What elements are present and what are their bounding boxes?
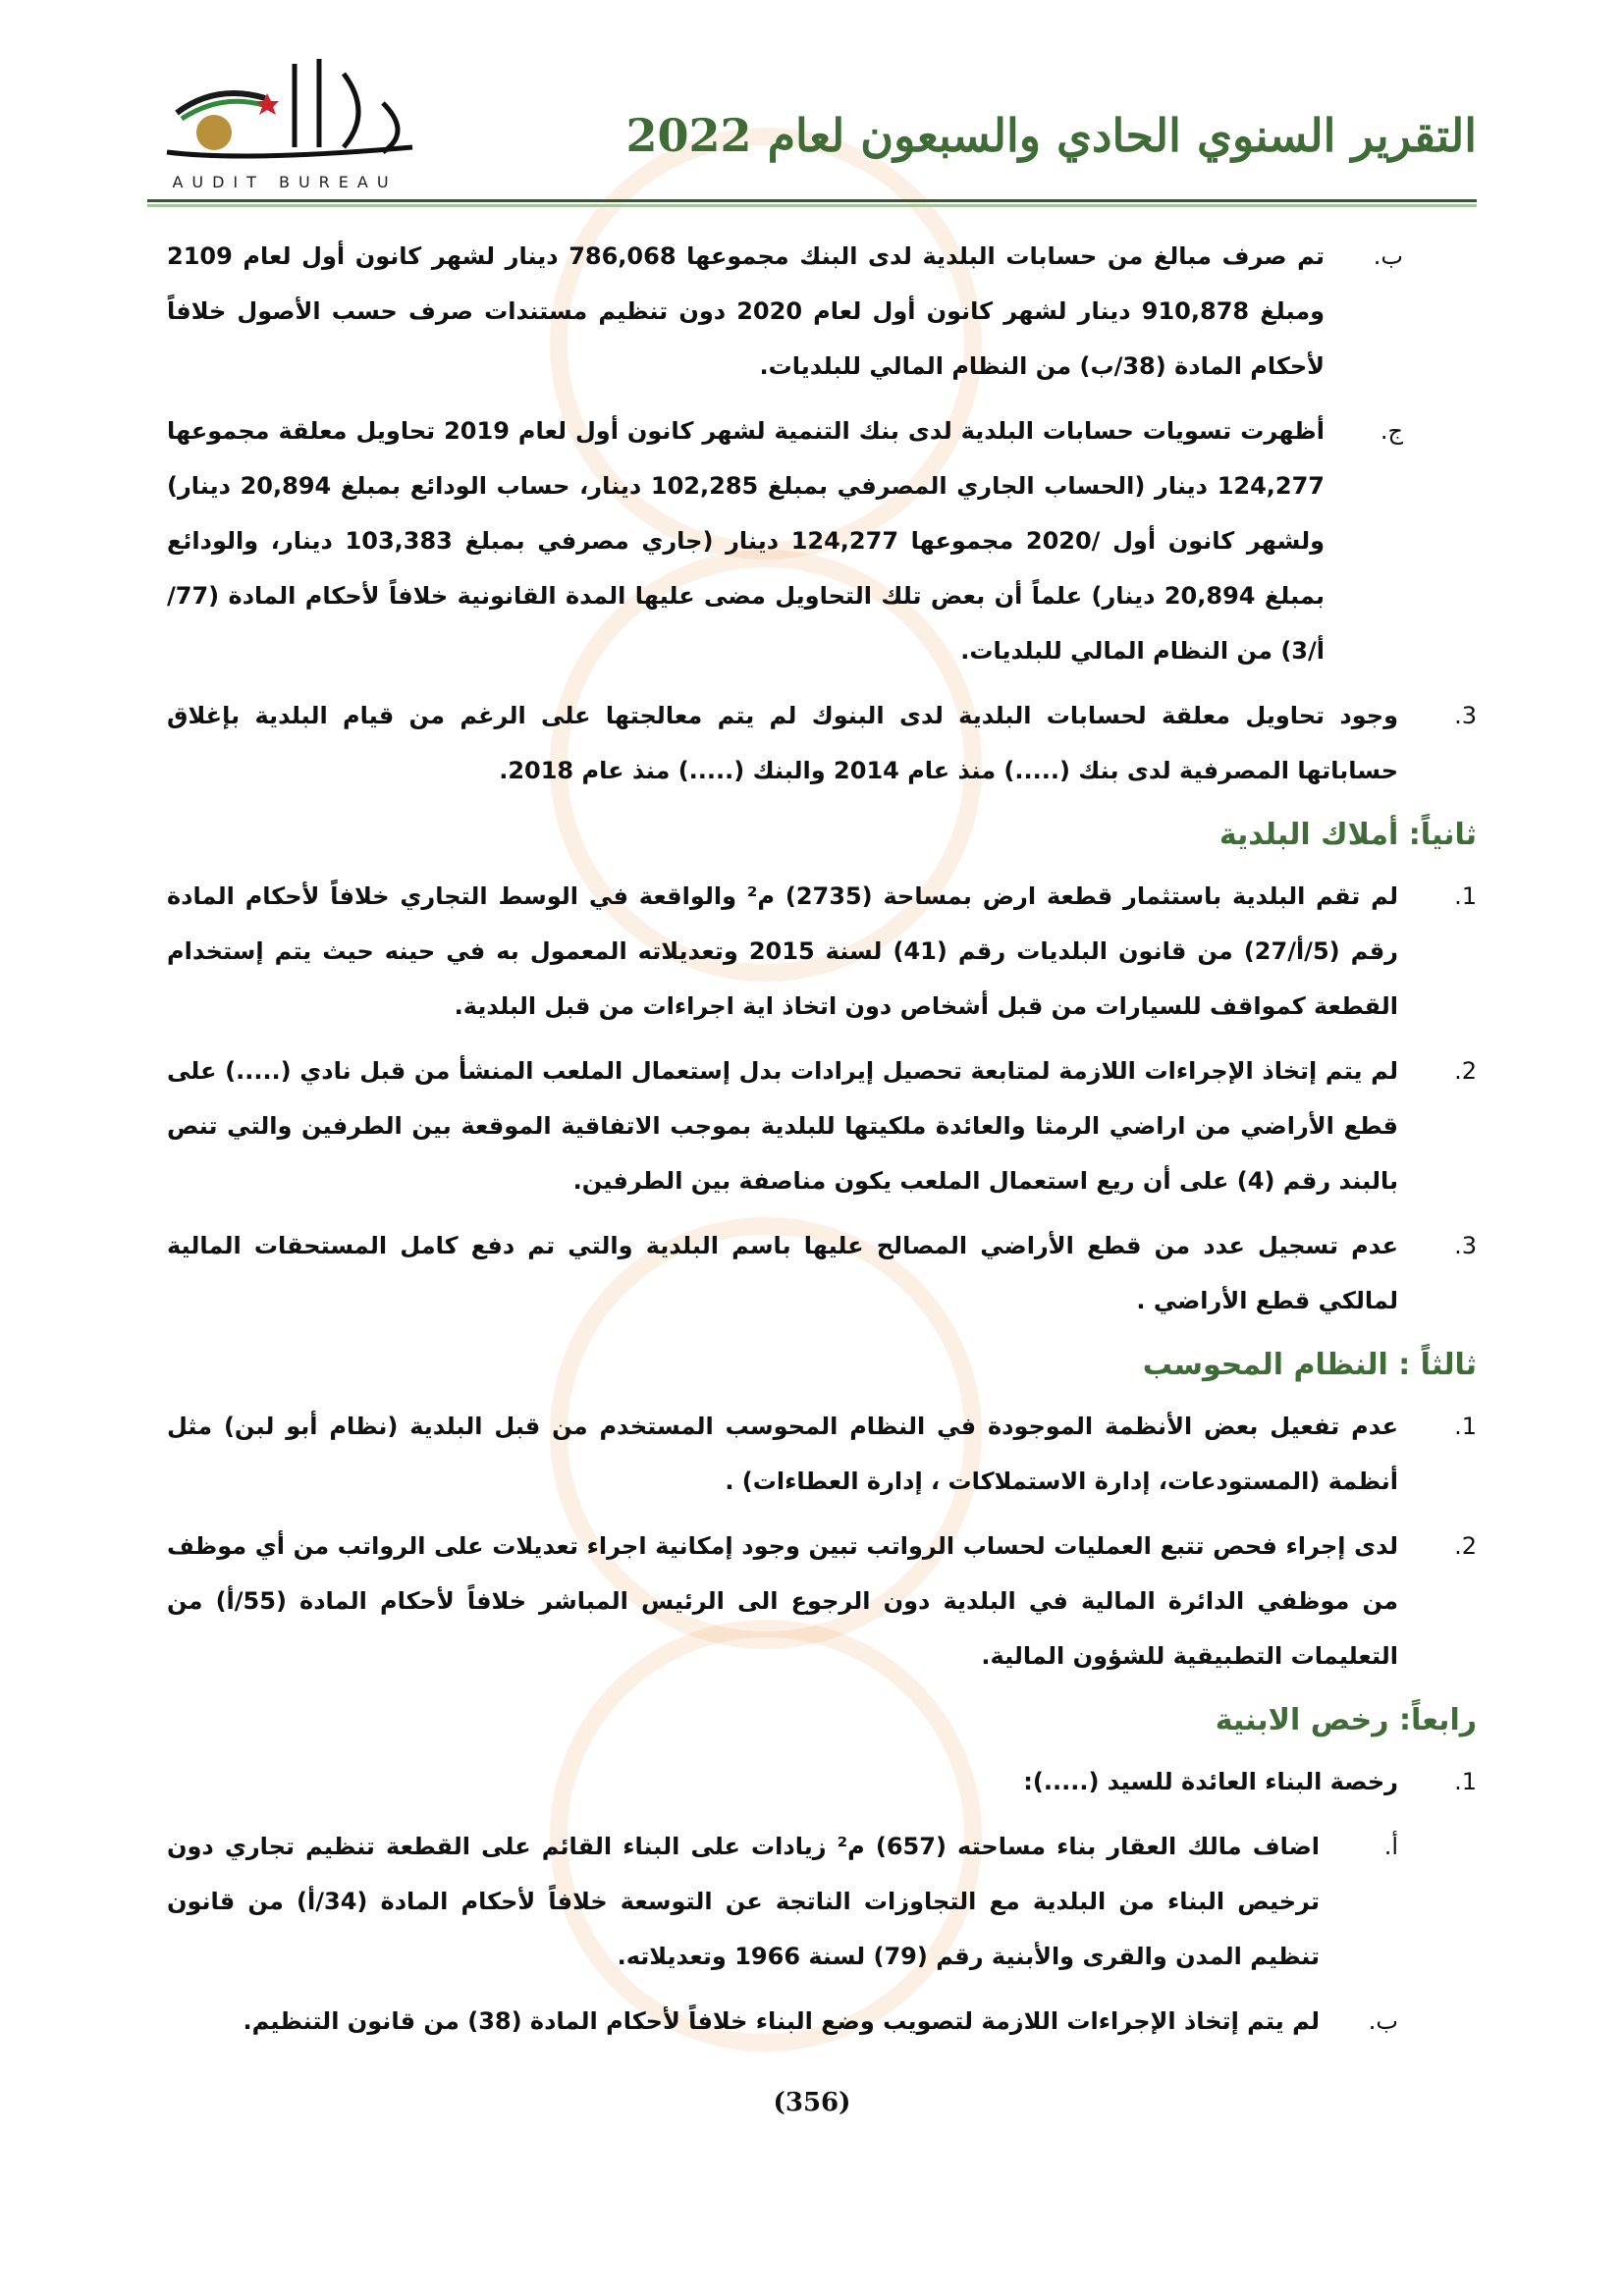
item-marker: أ. xyxy=(1383,1833,1398,1860)
list-item xyxy=(167,1218,1477,1328)
item-text: رخصة البناء العائدة للسيد (.....): xyxy=(1023,1768,1398,1795)
header-rule-light xyxy=(147,204,1477,207)
item-text: عدم تفعيل بعض الأنظمة الموجودة في النظام المحوسب المستخدم من قبل البلدية (نظام أبو لبن) مثل أنظمة (المستودعات، إدارة الاستملاكات ، إدارة العطاءات) . xyxy=(167,1413,1398,1495)
item-marker: 3. xyxy=(1454,702,1477,729)
list-item xyxy=(167,1399,1477,1509)
page-number: (356) xyxy=(773,2088,851,2117)
item-text: وجود تحاويل معلقة لحسابات البلدية لدى البنوك لم يتم معالجتها على الرغم من قيام البلدية بإغلاق حساباتها المصرفية لدى بنك (.....) منذ عام 2014 والبنك (.....) منذ عام 2018. xyxy=(167,702,1398,784)
item-marker: ب. xyxy=(1373,242,1403,270)
page-header xyxy=(147,54,1477,191)
item-text: لم تقم البلدية باستثمار قطعة ارض بمساحة (2735) م² والواقعة في الوسط التجاري خلافاً لأحكام المادة رقم (5/أ/27) من قانون البلديات رقم (41) لسنة 2015 وتعديلاته المعمول به في حينه حيث يتم إستخدام القطعة كمواقف للسيارات من قبل أشخاص دون اتخاذ اية اجراءات من قبل البلدية. xyxy=(167,882,1398,1020)
section-heading: رابعاً: رخص الابنية xyxy=(1215,1703,1477,1737)
report-body xyxy=(167,229,1477,2049)
item-marker: 1. xyxy=(1454,1413,1477,1440)
item-text: تم صرف مبالغ من حسابات البلدية لدى البنك مجموعها 786,068 دينار لشهر كانون أول لعام 2109 ومبلغ 910,878 دينار لشهر كانون أول لعام 2020 دون تنظيم مستندات صرف حسب الأصول خلافاً لأحكام المادة (38/ب) من النظام المالي للبلديات. xyxy=(167,242,1326,380)
report-title: التقرير السنوي الحادي والسبعون لعام 2022 xyxy=(625,109,1477,162)
item-marker: 1. xyxy=(1454,882,1477,910)
audit-bureau-logo xyxy=(147,54,422,191)
item-marker: ج. xyxy=(1380,417,1403,445)
item-text: لم يتم إتخاذ الإجراءات اللازمة لتصويب وضع البناء خلافاً لأحكام المادة (38) من قانون التنظيم. xyxy=(243,2007,1320,2035)
header-rule xyxy=(147,199,1477,202)
sub-list-item xyxy=(167,1819,1398,1984)
list-item xyxy=(167,869,1477,1034)
item-text: لم يتم إتخاذ الإجراءات اللازمة لمتابعة تحصيل إيرادات بدل إستعمال الملعب المنشأ من قبل نادي (.....) على قطع الأراضي من اراضي الرمثا والعائدة ملكيتها للبلدية بموجب الاتفاقية الموقعة بين الطرفين والتي تنص بالبند رقم (4) على أن ريع استعمال الملعب يكون مناصفة بين الطرفين. xyxy=(167,1057,1398,1195)
sub-list-item xyxy=(167,1994,1398,2049)
item-text: لدى إجراء فحص تتبع العمليات لحساب الرواتب تبين وجود إمكانية اجراء تعديلات على الرواتب من أي موظف من موظفي الدائرة المالية في البلدية دون الرجوع الى الرئيس المباشر خلافاً لأحكام المادة (55/أ) من التعليمات التطبيقية للشؤون المالية. xyxy=(167,1532,1398,1670)
list-item xyxy=(167,1519,1477,1683)
item-marker: ب. xyxy=(1368,2007,1398,2035)
section-heading: ثالثاً : النظام المحوسب xyxy=(1142,1348,1477,1382)
list-item xyxy=(167,1043,1477,1208)
item-text: اضاف مالك العقار بناء مساحته (657) م² زيادات على البناء القائم على القطعة تنظيم تجاري دون ترخيص البناء من البلدية مع التجاوزات الناتجة عن التوسعة خلافاً لأحكام المادة (34/أ) من قانون تنظيم المدن والقرى والأبنية رقم (79) لسنة 1966 وتعديلاته. xyxy=(167,1833,1320,1970)
logo-caption: AUDIT BUREAU xyxy=(172,173,398,191)
list-item xyxy=(167,229,1403,394)
item-marker: 2. xyxy=(1454,1057,1477,1085)
item-marker: 1. xyxy=(1454,1768,1477,1795)
section-heading: ثانياً: أملاك البلدية xyxy=(1218,818,1477,852)
list-item xyxy=(167,1754,1477,1809)
list-item xyxy=(167,688,1477,798)
item-text: عدم تسجيل عدد من قطع الأراضي المصالح عليها باسم البلدية والتي تم دفع كامل المستحقات المالية لمالكي قطع الأراضي . xyxy=(167,1232,1398,1314)
item-marker: 3. xyxy=(1454,1232,1477,1259)
list-item xyxy=(167,403,1403,678)
item-text: أظهرت تسويات حسابات البلدية لدى بنك التنمية لشهر كانون أول لعام 2019 تحاويل معلقة مجموعها 124,277 دينار (الحساب الجاري المصرفي بمبلغ 102,285 دينار، حساب الودائع بمبلغ 20,894 دينار) ولشهر كانون أول /2020 مجموعها 124,277 دينار (جاري مصرفي بمبلغ 103,383 دينار، والودائع بمبلغ 20,894 دينار) علماً أن بعض تلك التحاويل مضى عليها المدة القانونية خلافاً لأحكام المادة (77/أ/3) من النظام المالي للبلديات. xyxy=(167,417,1326,665)
item-marker: 2. xyxy=(1454,1532,1477,1560)
